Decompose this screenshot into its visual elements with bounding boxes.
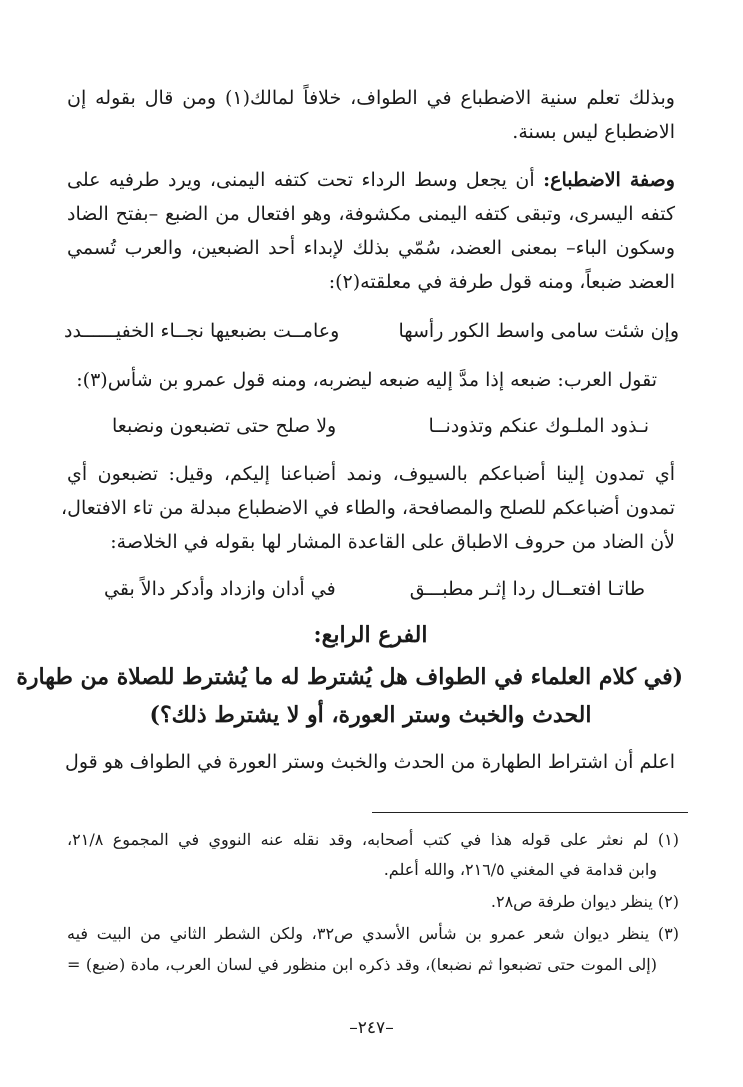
paragraph-1-line-1: وبذلك تعلم سنية الاضطباع في الطواف، خلافاً لمالك(١) ومن قال بقوله إن (67, 87, 675, 109)
section-question-line-2: الحدث والخبث وستر العورة، أو لا يشترط ذلك؟) (149, 702, 592, 728)
paragraph-4-line-3: لأن الضاد من حروف الاطباق على القاعدة المشار لها بقوله في الخلاصة: (110, 531, 675, 553)
footnote-1-line-2: وابن قدامة في المغني ٢١٦/٥، والله أعلم. (383, 860, 657, 879)
footnote-separator (372, 812, 688, 813)
paragraph-4-line-1: أي تمدون إلينا أضباعكم بالسيوف، ونمد أضباعنا إليكم، وقيل: تضبعون أي (67, 463, 675, 485)
paragraph-2-line-3: وسكون الباء– بمعنى العضد، سُمّي بذلك لإبداء أحد الضبعين، والعرب تُسمي (67, 237, 675, 259)
footnote-3-line-1: (٣) ينظر ديوان شعر عمرو بن شأس الأسدي ص٣٢، ولكن الشطر الثاني من البيت فيه (67, 924, 679, 943)
footnote-2: (٢) ينظر ديوان طرفة ص٢٨. (490, 892, 679, 911)
verse-2-second-hemistich: ولا صلح حتى تضبعون ونضبعا (112, 415, 337, 437)
footnote-1-line-1: (١) لم نعثر على قوله هذا في كتب أصحابه، وقد نقله عنه النووي في المجموع ٢١/٨، (67, 830, 679, 849)
verse-2-first-hemistich: نـذود الملـوك عنكم وتذودنــا (428, 415, 649, 437)
paragraph-2-line-4: العضد ضبعاً، ومنه قول طرفة في معلقته(٢): (328, 271, 675, 293)
paragraph-5-line-1: اعلم أن اشتراط الطهارة من الحدث والخبث وستر العورة في الطواف هو قول (65, 751, 675, 773)
verse-1-first-hemistich: وإن شئت سامى واسط الكور رأسها (398, 320, 679, 342)
paragraph-2-line-1-text: أن يجعل وسط الرداء تحت كتفه اليمنى، ويرد طرفيه على (67, 169, 535, 191)
section-heading: الفرع الرابع: (313, 622, 428, 648)
paragraph-2-label: وصفة الاضطباع: (543, 169, 675, 191)
section-question-line-1: (في كلام العلماء في الطواف هل يُشترط له ما يُشترط للصلاة من طهارة (16, 664, 683, 690)
verse-3-second-hemistich: في أدان وازداد وأدكر دالاً بقي (104, 578, 336, 600)
paragraph-1-line-2: الاضطباع ليس بسنة. (512, 121, 675, 143)
paragraph-2-line-1 (67, 166, 675, 194)
verse-3-first-hemistich: طاتـا افتعــال ردا إثـر مطبـــق (409, 578, 645, 600)
paragraph-2-line-2: كتفه اليسرى، وتبقى كتفه اليمنى مكشوفة، وهو افتعال من الضبع –بفتح الضاد (67, 203, 675, 225)
paragraph-4-line-2: تمدون أضباعكم للصلح والمصافحة، والطاء في الاضطباع مبدلة من تاء الافتعال، (61, 497, 675, 519)
paragraph-3-line-1: تقول العرب: ضبعه إذا مدَّ إليه ضبعه ليضربه، ومنه قول عمرو بن شأس(٣): (76, 369, 657, 391)
verse-1-second-hemistich: وعامــت بضبعيها نجــاء الخفيــــــدد (64, 320, 340, 342)
footnote-3-line-2: (إلى الموت حتى تضبعوا ثم نضبعا)، وقد ذكره ابن منظور في لسان العرب، مادة (ضبع) = (67, 955, 657, 974)
page-number: –٢٤٧– (349, 1018, 394, 1038)
